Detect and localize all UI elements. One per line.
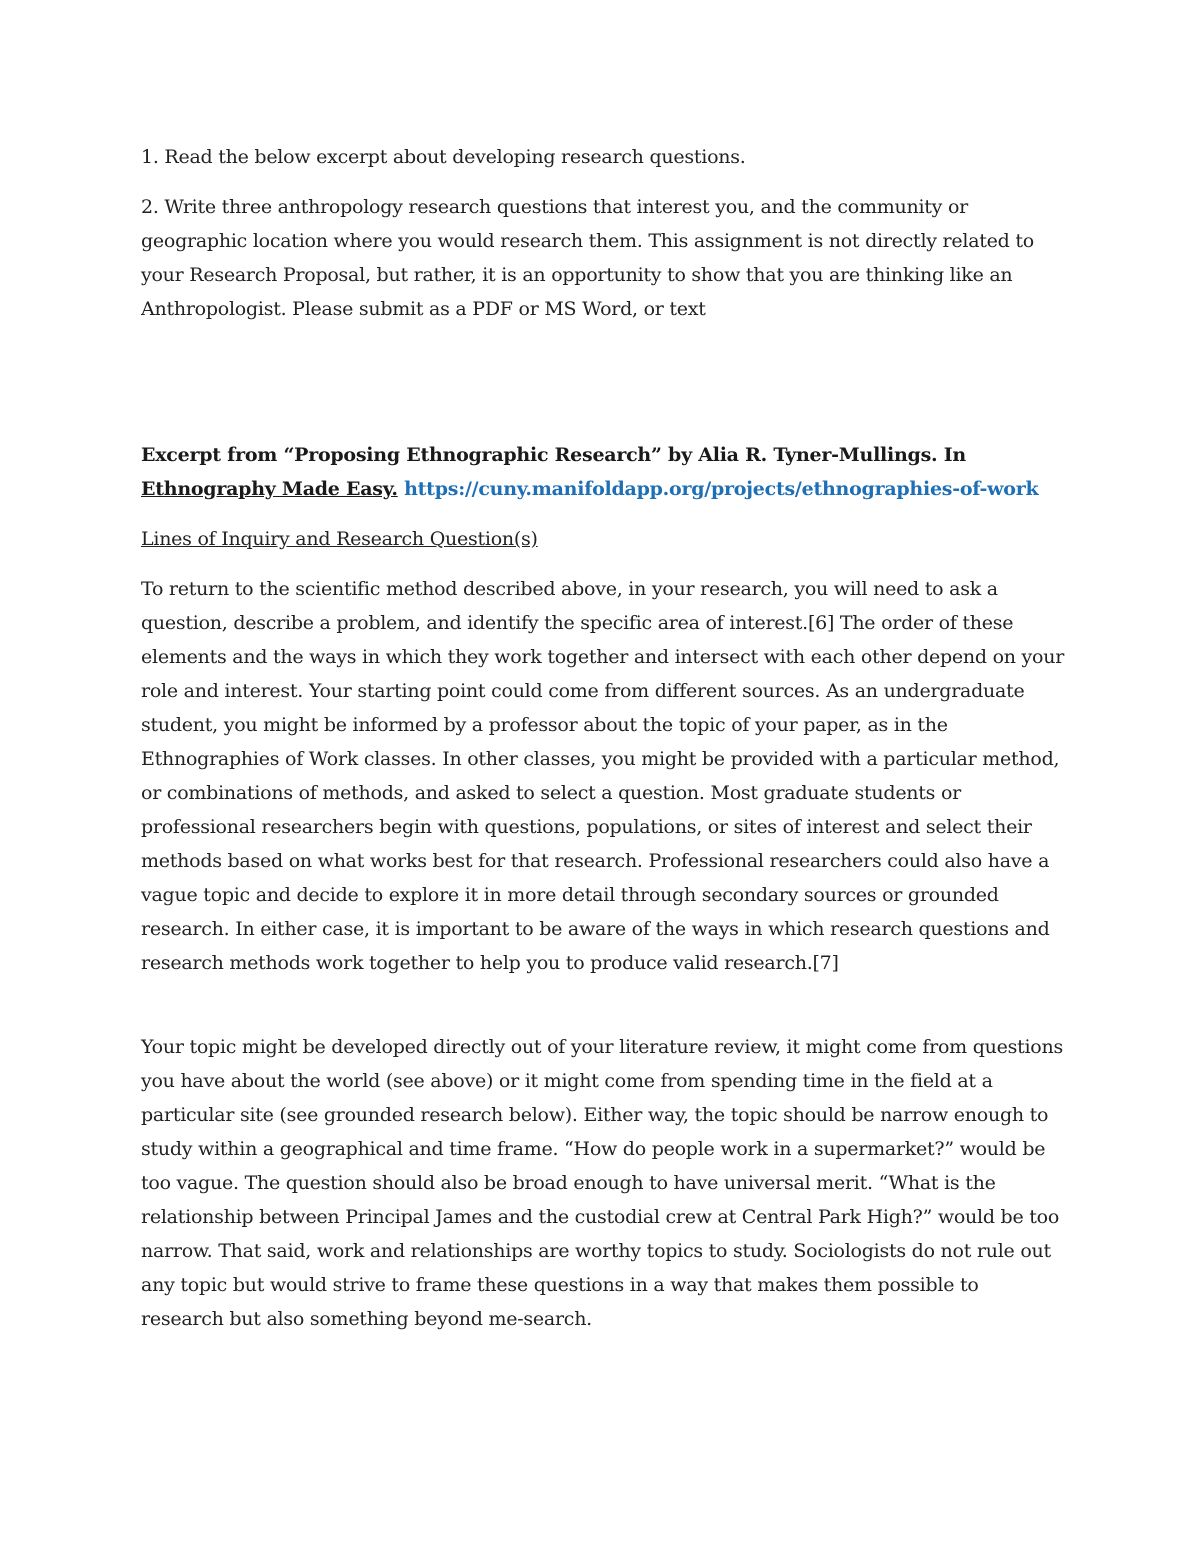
- excerpt-citation: Excerpt from “Proposing Ethnographic Research” by Alia R. Tyner-Mullings. In: [141, 444, 966, 466]
- instruction-item-1: 1. Read the below excerpt about developing research questions.: [141, 146, 746, 168]
- excerpt-heading: [141, 438, 1066, 506]
- instruction-item-2: 2. Write three anthropology research questions that interest you, and the community or geographic location where you would research them. This assignment is not directly related to your Research Proposal, but rather, it is an opportunity to show that you are thinking like an Anthropologist. Please submit as a PDF or MS Word, or text: [141, 196, 1034, 320]
- section-title: Lines of Inquiry and Research Question(s): [141, 528, 538, 550]
- excerpt-paragraph-2: Your topic might be developed directly out of your literature review, it might come from questions you have about the world (see above) or it might come from spending time in the field at a particular site (see grounded research below). Either way, the topic should be narrow enough to study within a geographical and time frame. “How do people work in a supermarket?” would be too vague. The question should also be broad enough to have universal merit. “What is the relationship between Principal James and the custodial crew at Central Park High?” would be too narrow. That said, work and relationships are worthy topics to study. Sociologists do not rule out any topic but would strive to frame these questions in a way that makes them possible to research but also something beyond me-search.: [141, 1036, 1063, 1330]
- document-body: [141, 140, 1066, 1336]
- excerpt-book-title: Ethnography Made Easy.: [141, 478, 398, 500]
- excerpt-source-link[interactable]: https://cuny.manifoldapp.org/projects/ethnographies-of-work: [404, 478, 1039, 500]
- excerpt-paragraph-1: To return to the scientific method described above, in your research, you will need to ask a question, describe a problem, and identify the specific area of interest.[6] The order of these elements and the ways in which they work together and intersect with each other depend on your role and interest. Your starting point could come from different sources. As an undergraduate student, you might be informed by a professor about the topic of your paper, as in the Ethnographies of Work classes. In other classes, you might be provided with a particular method, or combinations of methods, and asked to select a question. Most graduate students or professional researchers begin with questions, populations, or sites of interest and select their methods based on what works best for that research. Professional researchers could also have a vague topic and decide to explore it in more detail through secondary sources or grounded research. In either case, it is important to be aware of the ways in which research questions and research methods work together to help you to produce valid research.[7]: [141, 578, 1065, 974]
